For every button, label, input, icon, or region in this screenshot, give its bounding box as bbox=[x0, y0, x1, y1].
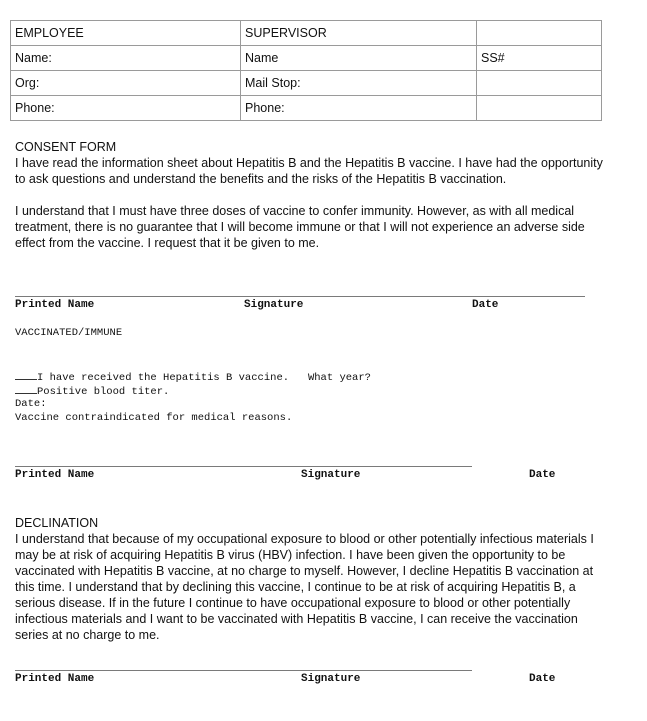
consent-paragraph-2: I understand that I must have three doses of vaccine to confer immunity. However, as with all medical treatment, there is no guarantee that I will become immune or that I will not experience an adverse side effect from the vaccine. I request that it be given to me. bbox=[15, 204, 585, 250]
vaccinated-heading: VACCINATED/IMMUNE bbox=[15, 327, 123, 339]
consent-paragraph-1: I have read the information sheet about Hepatitis B and the Hepatitis B vaccine. I have had the opportunity to ask questions and understand the benefits and the risks of the Hepatitis B vaccination. bbox=[15, 156, 603, 186]
supervisor-phone-field[interactable]: Phone: bbox=[241, 96, 477, 121]
consent-section bbox=[15, 139, 615, 251]
signature-label: Signature bbox=[301, 673, 361, 685]
employee-name-field[interactable]: Name: bbox=[11, 46, 241, 71]
empty-cell[interactable] bbox=[477, 71, 602, 96]
date-label: Date bbox=[529, 673, 556, 685]
declination-signature-line[interactable] bbox=[15, 670, 472, 671]
printed-name-label: Printed Name bbox=[15, 469, 95, 481]
printed-name-label: Printed Name bbox=[15, 673, 95, 685]
checkbox-blank[interactable] bbox=[15, 370, 37, 380]
titer-label: Positive blood titer. bbox=[37, 386, 170, 398]
consent-signature-line[interactable] bbox=[15, 296, 585, 297]
date-label: Date bbox=[529, 469, 556, 481]
checkbox-blank[interactable] bbox=[15, 384, 37, 394]
declination-paragraph: I understand that because of my occupational exposure to blood or other potentially infectious materials I may be at risk of acquiring Hepatitis B virus (HBV) infection. I have been given the opportunity to be vaccinated with Hepatitis B vaccine, at no charge to myself. However, I decline Hepatitis B vaccination at this time. I understand that by declining this vaccine, I continue to be at risk of acquiring Hepatitis B, a serious disease. If in the future I continue to have occupational exposure to blood or other potentially infectious materials and I want to be vaccinated with Hepatitis B vaccine, I can receive the vaccination series at no charge to me. bbox=[15, 532, 594, 642]
empty-cell[interactable] bbox=[477, 21, 602, 46]
ssn-field[interactable]: SS# bbox=[477, 46, 602, 71]
supervisor-name-field[interactable]: Name bbox=[241, 46, 477, 71]
what-year-label: What year? bbox=[307, 372, 371, 384]
org-field[interactable]: Org: bbox=[11, 71, 241, 96]
table-row bbox=[11, 21, 602, 46]
employee-phone-field[interactable]: Phone: bbox=[11, 96, 241, 121]
declination-section bbox=[15, 515, 610, 643]
empty-cell[interactable] bbox=[477, 96, 602, 121]
employee-info-table bbox=[10, 20, 602, 121]
table-row bbox=[11, 96, 602, 121]
supervisor-header: SUPERVISOR bbox=[241, 21, 477, 46]
declination-heading: DECLINATION bbox=[15, 516, 99, 530]
vaccine-received-label: I have received the Hepatitis B vaccine. bbox=[37, 372, 290, 384]
consent-heading: CONSENT FORM bbox=[15, 140, 117, 154]
contraindicated-label: Vaccine contraindicated for medical reasons. bbox=[15, 412, 293, 424]
printed-name-label: Printed Name bbox=[15, 299, 95, 311]
table-row bbox=[11, 71, 602, 96]
employee-header: EMPLOYEE bbox=[11, 21, 241, 46]
vaccinated-signature-line[interactable] bbox=[15, 466, 472, 467]
mail-stop-field[interactable]: Mail Stop: bbox=[241, 71, 477, 96]
table-row bbox=[11, 46, 602, 71]
vaccinated-date-label: Date: bbox=[15, 398, 47, 410]
titer-row bbox=[15, 384, 169, 398]
signature-label: Signature bbox=[301, 469, 361, 481]
vaccine-received-row bbox=[15, 370, 371, 384]
signature-label: Signature bbox=[244, 299, 304, 311]
date-label: Date bbox=[472, 299, 499, 311]
